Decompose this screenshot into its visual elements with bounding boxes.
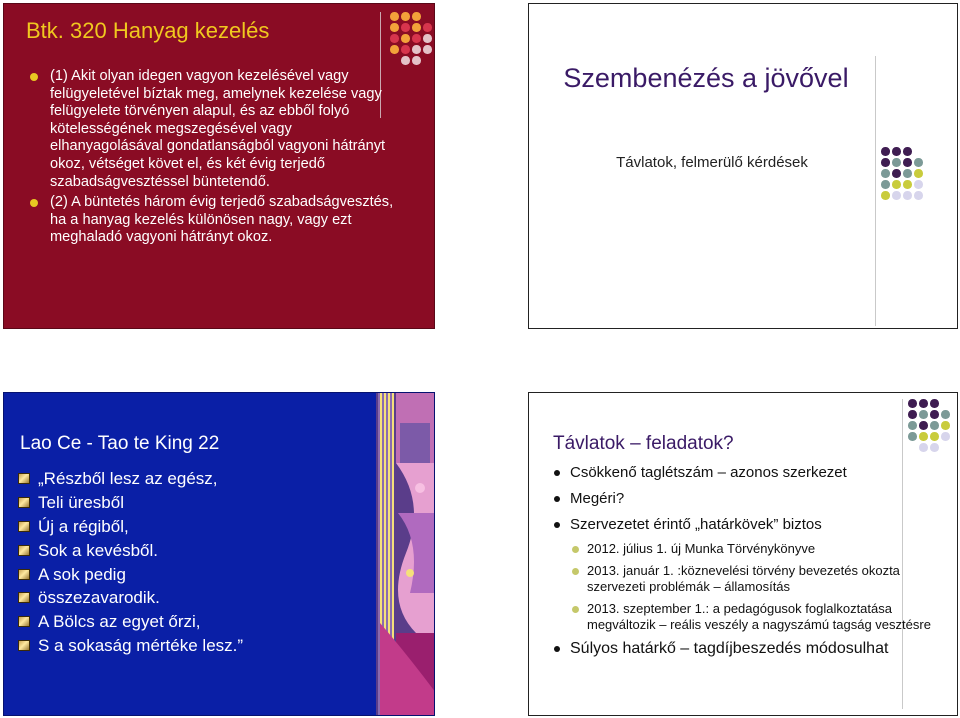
decorative-dot — [914, 180, 923, 189]
slide-3-title: Lao Ce - Tao te King 22 — [20, 433, 220, 454]
slide-2-divider — [875, 56, 876, 326]
decorative-dot — [412, 12, 421, 21]
decorative-dot — [903, 147, 912, 156]
decorative-dot — [914, 158, 923, 167]
decorative-dot — [881, 147, 890, 156]
decorative-dot — [881, 169, 890, 178]
square-bullet-icon — [18, 497, 30, 508]
decorative-dot — [390, 34, 399, 43]
decorative-dot — [412, 34, 421, 43]
decorative-dot — [892, 158, 901, 167]
slide-2-subtitle: Távlatok, felmerülő kérdések — [616, 154, 808, 171]
decorative-dot — [919, 399, 928, 408]
decorative-dot — [919, 443, 928, 452]
decorative-dot — [930, 410, 939, 419]
decorative-dot — [908, 421, 917, 430]
decorative-dot — [930, 443, 939, 452]
sub-list-item: 2013. január 1. :köznevelési törvény bevezetés okozta szervezeti problémák – államosítás — [570, 563, 943, 596]
decorative-dot — [412, 45, 421, 54]
decorative-dot — [908, 410, 917, 419]
decorative-dot — [941, 421, 950, 430]
decorative-dot — [881, 158, 890, 167]
decorative-dot — [919, 432, 928, 441]
decorative-dot — [412, 56, 421, 65]
decorative-dot — [881, 191, 890, 200]
decorative-dot — [908, 399, 917, 408]
list-item: Új a régiből, — [18, 515, 243, 539]
decorative-dot — [390, 45, 399, 54]
list-item: „Részből lesz az egész, — [18, 467, 243, 491]
list-item: Teli üresből — [18, 491, 243, 515]
bullet-dot-icon — [554, 496, 560, 502]
slide-2[interactable] — [528, 3, 958, 329]
decorative-dot — [903, 158, 912, 167]
sub-bullet-dot-icon — [572, 546, 579, 553]
list-item: összezavarodik. — [18, 586, 243, 610]
list-item: (1) Akit olyan idegen vagyon kezelésével vagy felügyeletével bíztak meg, amelynek kezelése vagy felügyelete törvényen alapul, és az ebből folyó kötelességének megszegésével vagy elhanyagolásával gondatlanságból vagyoni hátrányt okoz, vétséget követ el, és két évig terjedő szabadságvesztéssel büntetendő. — [28, 68, 400, 191]
decorative-dot — [401, 23, 410, 32]
sub-list-item: 2013. szeptember 1.: a pedagógusok foglalkoztatása megváltozik – reális veszély a nagyszámú tagság vesztésre — [570, 601, 943, 634]
decorative-dot — [914, 191, 923, 200]
decorative-dot — [903, 180, 912, 189]
decorative-dot — [941, 410, 950, 419]
square-bullet-icon — [18, 473, 30, 484]
decorative-dot — [881, 180, 890, 189]
decorative-dot — [892, 169, 901, 178]
bullet-dot-icon — [554, 646, 560, 652]
square-bullet-icon — [18, 640, 30, 651]
decorative-dot — [892, 147, 901, 156]
decorative-dot — [908, 432, 917, 441]
decorative-dot — [892, 180, 901, 189]
list-item: Csökkenő taglétszám – azonos szerkezet — [553, 463, 943, 482]
square-bullet-icon — [18, 521, 30, 532]
decorative-fabric-art — [376, 393, 435, 716]
slide-1-title: Btk. 320 Hanyag kezelés — [26, 18, 270, 43]
decorative-dot — [914, 169, 923, 178]
decorative-dot — [903, 169, 912, 178]
sub-bullet-dot-icon — [572, 568, 579, 575]
decorative-dot — [903, 191, 912, 200]
decorative-dot — [401, 34, 410, 43]
decorative-dot — [423, 34, 432, 43]
square-bullet-icon — [18, 592, 30, 603]
decorative-dot — [423, 45, 432, 54]
list-item: A Bölcs az egyet őrzi, — [18, 610, 243, 634]
slide-4-bullet-list — [553, 463, 943, 665]
square-bullet-icon — [18, 616, 30, 627]
decorative-dot — [390, 23, 399, 32]
slide-4-title: Távlatok – feladatok? — [553, 433, 734, 454]
decorative-dot — [930, 399, 939, 408]
decorative-dot — [919, 410, 928, 419]
bullet-dot-icon — [554, 522, 560, 528]
slide-3[interactable] — [3, 392, 435, 716]
decorative-dot — [401, 56, 410, 65]
slide-4[interactable] — [528, 392, 958, 716]
square-bullet-icon — [18, 569, 30, 580]
list-item: Sok a kevésből. — [18, 539, 243, 563]
bullet-dot-icon — [554, 470, 560, 476]
bullet-dot-icon — [30, 199, 38, 207]
bullet-dot-icon — [30, 73, 38, 81]
decorative-dot — [401, 12, 410, 21]
decorative-dot — [919, 421, 928, 430]
decorative-dot — [401, 45, 410, 54]
slide-1-bullet-list — [28, 68, 400, 250]
slide-1[interactable] — [3, 3, 435, 329]
decorative-dot — [423, 23, 432, 32]
sub-bullet-dot-icon — [572, 606, 579, 613]
decorative-dot — [930, 432, 939, 441]
list-item: Megéri? — [553, 489, 943, 508]
square-bullet-icon — [18, 545, 30, 556]
list-item: S a sokaság mértéke lesz.” — [18, 634, 243, 658]
sub-list-item: 2012. július 1. új Munka Törvénykönyve — [570, 541, 943, 558]
decorative-dot — [390, 12, 399, 21]
decorative-dot — [930, 421, 939, 430]
decorative-dot — [412, 23, 421, 32]
slide-3-poem-list — [18, 467, 243, 658]
list-item: (2) A büntetés három évig terjedő szabadságvesztés, ha a hanyag kezelés különösen nagy, vagy ezt meghaladó vagyoni hátrányt okoz. — [28, 194, 400, 247]
list-item: Szervezetet érintő „határkövek” biztos — [553, 515, 943, 534]
decorative-dot — [941, 432, 950, 441]
decorative-dot — [892, 191, 901, 200]
slide-2-title: Szembenézés a jövővel — [563, 63, 849, 93]
list-item: A sok pedig — [18, 563, 243, 587]
list-item: Súlyos határkő – tagdíjbeszedés módosulhat — [553, 639, 943, 658]
